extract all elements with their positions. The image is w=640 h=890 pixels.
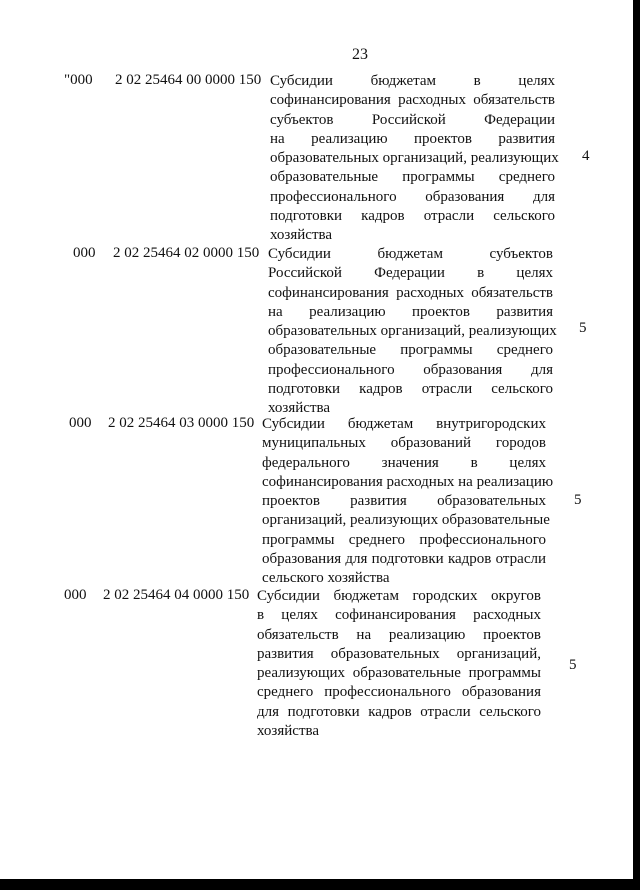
description-line: субъектов Российской Федерации [270,111,555,128]
description-line: организаций, реализующих образовательные [262,512,550,529]
description-line: образовательных организаций, реализующих [270,150,559,167]
description-line: образовательные программы среднего [270,169,555,186]
description [257,587,541,741]
description-line: профессионального образования для [270,188,555,205]
amount: 4 [582,148,590,164]
kbk-code: 2 02 25464 00 0000 150 [115,72,262,88]
description-line: проектов развития образовательных [262,493,546,510]
description-line: Субсидии бюджетам субъектов [268,246,553,262]
description-line: хозяйства [257,723,320,740]
description-line: хозяйства [270,227,333,244]
page-number: 23 [352,46,368,63]
description-line: подготовки кадров отрасли сельского [268,381,553,398]
description-line: программы среднего профессионального [262,531,546,548]
description-line: среднего профессионального образования [257,684,541,701]
description-line: в целях софинансирования расходных [257,607,541,624]
description-line: муниципальных образований городов [262,435,546,452]
admin-code: 000 [64,587,87,603]
description-line: реализующих образовательные программы [257,665,541,682]
scan-edge-bottom [0,879,640,890]
description-line: подготовки кадров отрасли сельского [270,208,555,225]
description-line: федерального значения в целях [262,454,546,471]
description-line: образования для подготовки кадров отрасли [262,551,546,568]
description-line: Субсидии бюджетам в целях [270,73,555,89]
description-line: софинансирования расходных обязательств [270,92,555,109]
description-line: образовательные программы среднего [268,342,553,359]
description-line: Российской Федерации в целях [268,265,553,282]
kbk-code: 2 02 25464 02 0000 150 [113,245,260,261]
amount: 5 [574,492,582,508]
description-line: развития образовательных организаций, [257,645,541,662]
kbk-code: 2 02 25464 04 0000 150 [103,587,250,603]
amount: 5 [569,657,577,673]
description-line: образовательных организаций, реализующих [268,323,557,340]
description-line: софинансирования расходных обязательств [268,284,553,301]
amount: 5 [579,320,587,336]
description-line: софинансирования расходных на реализацию [262,473,554,490]
description-line: профессионального образования для [268,361,553,378]
description-line: для подготовки кадров отрасли сельского [257,703,541,720]
admin-code: 000 [73,245,96,261]
scan-edge-right [633,0,640,890]
admin-code: "000 [64,72,93,88]
description [270,72,559,246]
description [268,245,557,419]
description-line: сельского хозяйства [262,570,390,587]
description-line: хозяйства [268,400,331,417]
description-line: на реализацию проектов развития [270,130,555,147]
description-line: Субсидии бюджетам внутригородских [262,416,546,432]
description-line: на реализацию проектов развития [268,303,553,320]
kbk-code: 2 02 25464 03 0000 150 [108,415,255,431]
description-line: Субсидии бюджетам городских округов [257,588,541,604]
description-line: обязательств на реализацию проектов [257,626,541,643]
description [262,415,554,589]
admin-code: 000 [69,415,92,431]
